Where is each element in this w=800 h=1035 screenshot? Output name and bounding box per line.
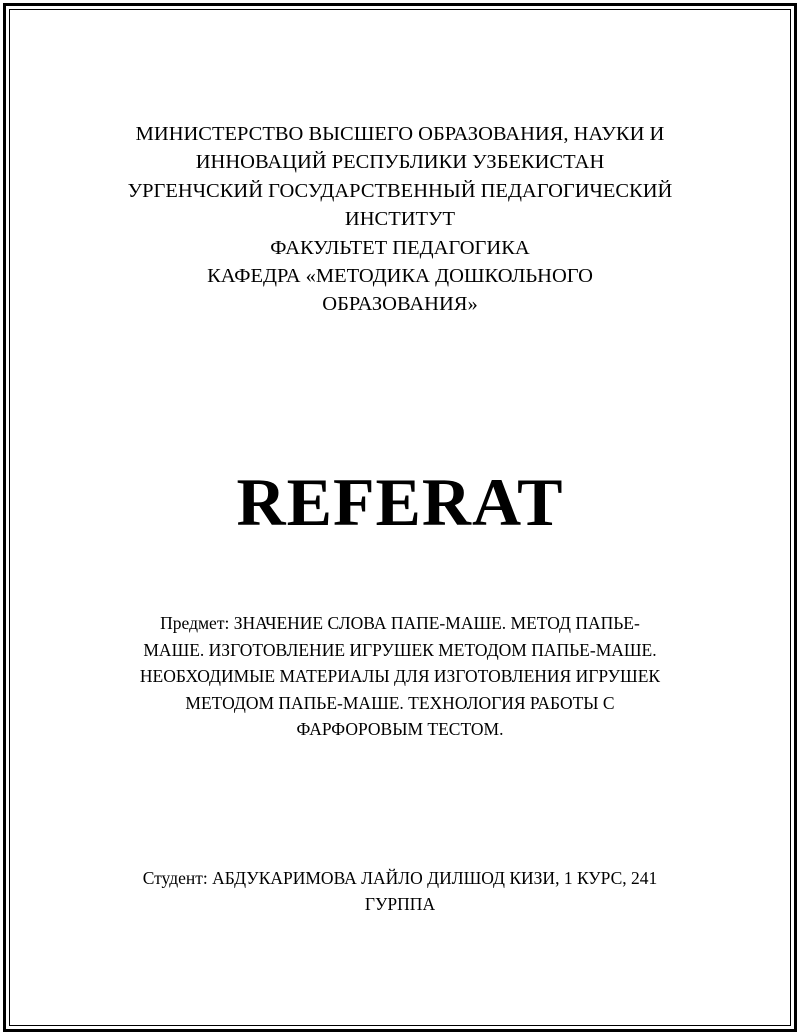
student-section	[100, 865, 700, 917]
header-line-ministry-2: ИННОВАЦИЙ РЕСПУБЛИКИ УЗБЕКИСТАН	[195, 151, 605, 174]
subject-line: Предмет: ЗНАЧЕНИЕ СЛОВА ПАПЕ-МАШЕ. МЕТОД ПАПЬЕ-	[160, 613, 640, 633]
student-line: Студент: АБДУКАРИМОВА ЛАЙЛО ДИЛШОД КИЗИ, 1 КУРС, 241	[142, 868, 658, 888]
header-line-institute-1: УРГЕНЧСКИЙ ГОСУДАРСТВЕННЫЙ ПЕДАГОГИЧЕСКИЙ	[127, 179, 673, 202]
student-line: ГУРППА	[364, 894, 436, 914]
subject-line: МЕТОДОМ ПАПЬЕ-МАШЕ. ТЕХНОЛОГИЯ РАБОТЫ С	[185, 692, 615, 713]
subject-line: ФАРФОРОВЫМ ТЕСТОМ.	[296, 719, 504, 740]
header-line-institute-2: ИНСТИТУТ	[344, 208, 456, 231]
institution-header	[90, 120, 710, 319]
subject-line: МАШЕ. ИЗГОТОВЛЕНИЕ ИГРУШЕК МЕТОДОМ ПАПЬЕ-МАШЕ.	[143, 639, 657, 660]
document-title: REFERAT	[236, 464, 564, 540]
header-line-department-1: КАФЕДРА «МЕТОДИКА ДОШКОЛЬНОГО	[207, 265, 593, 288]
header-line-ministry-1: МИНИСТЕРСТВО ВЫСШЕГО ОБРАЗОВАНИЯ, НАУКИ И	[135, 123, 665, 145]
header-line-department-2: ОБРАЗОВАНИЯ»	[322, 293, 478, 316]
subject-section	[100, 610, 700, 743]
subject-line: НЕОБХОДИМЫЕ МАТЕРИАЛЫ ДЛЯ ИЗГОТОВЛЕНИЯ ИГРУШЕК	[139, 666, 661, 687]
header-line-faculty: ФАКУЛЬТЕТ ПЕДАГОГИКА	[270, 236, 530, 259]
